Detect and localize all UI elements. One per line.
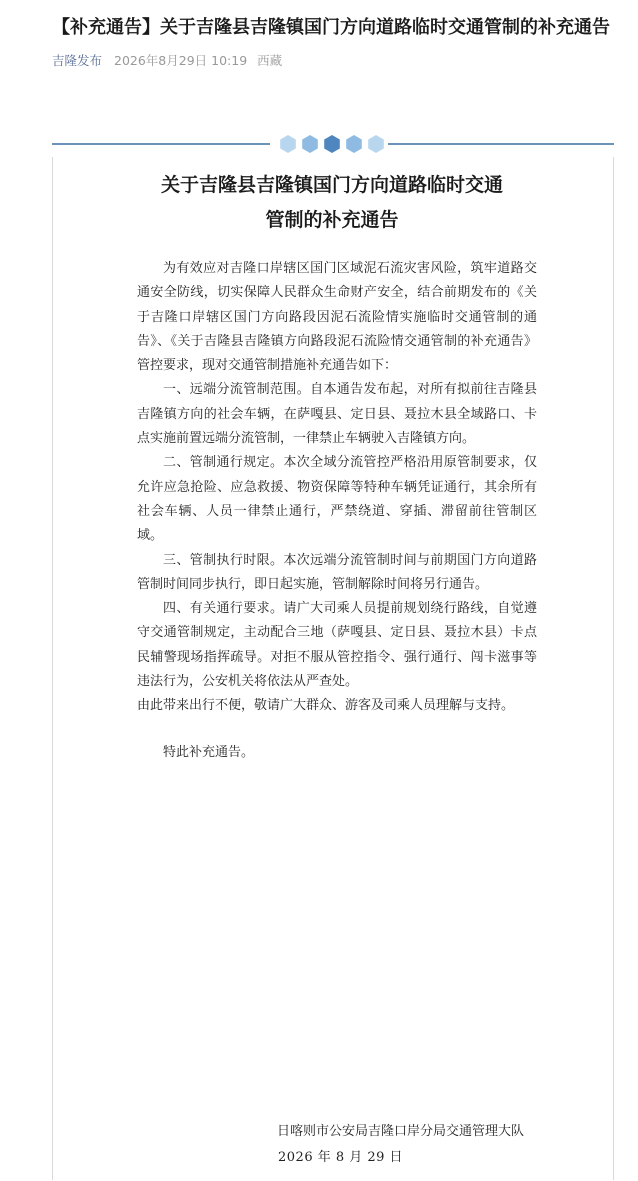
divider-line-left <box>52 143 270 145</box>
hexagon-dot-1 <box>280 135 296 153</box>
hexagon-dots-icon <box>278 134 388 154</box>
article-title: 【补充通告】关于吉隆县吉隆镇国门方向道路临时交通管制的补充通告 <box>52 17 610 38</box>
hexagon-dot-4 <box>346 135 362 153</box>
issuing-organization: 日喀则市公安局吉隆口岸分局交通管理大队 <box>276 1124 524 1139</box>
ending-line: 特此补充通告。 <box>163 744 255 760</box>
hexagon-dot-3 <box>324 135 340 153</box>
article-meta <box>52 53 622 69</box>
divider-line-right <box>388 143 614 145</box>
source-account-link[interactable]: 吉隆发布 <box>52 53 103 68</box>
body-paragraph-3: 三、管制执行时限。本次远端分流管制时间与前期国门方向道路管制时间同步执行，即日起实施，管制解除时间将另行通告。 <box>137 552 537 592</box>
document-title <box>52 168 612 238</box>
article-header <box>52 16 622 69</box>
document-title-line-2: 管制的补充通告 <box>265 209 399 231</box>
body-paragraph-4: 四、有关通行要求。请广大司乘人员提前规划绕行路线，自觉遵守交通管制规定，主动配合三地（萨嘎县、定日县、聂拉木县）卡点民辅警现场指挥疏导。对拒不服从管控指令、强行通行、闯卡滋事等违法行为，公安机关将依法从严查处。 <box>137 601 537 690</box>
body-paragraph-2: 二、管制通行规定。本次全域分流管控严格沿用原管制要求，仅允许应急抢险、应急救援、物资保障等特种车辆凭证通行，其余所有社会车辆、人员一律禁止通行，严禁绕道、穿插、滞留前往管制区域。 <box>137 455 537 544</box>
hexagon-dot-5 <box>368 135 384 153</box>
issue-date: 2026 年 8 月 29 日 <box>278 1150 404 1165</box>
document-body <box>137 257 537 765</box>
hexagon-dot-2 <box>302 135 318 153</box>
body-paragraph-1: 一、远端分流管制范围。自本通告发布起，对所有拟前往吉隆县吉隆镇方向的社会车辆，在萨嘎县、定日县、聂拉木县全域路口、卡点实施前置远端分流管制，一律禁止车辆驶入吉隆镇方向。 <box>137 382 537 447</box>
document-title-line-1: 关于吉隆县吉隆镇国门方向道路临时交通 <box>160 174 503 196</box>
publish-time: 2026年8月29日 10:19 <box>114 53 248 68</box>
decorative-divider <box>52 143 614 145</box>
body-paragraph-intro: 为有效应对吉隆口岸辖区国门区域泥石流灾害风险，筑牢道路交通安全防线，切实保障人民群众生命财产安全，结合前期发布的《关于吉隆口岸辖区国门方向路段因泥石流险情实施临时交通管制的通告》、《关于吉隆县吉隆镇方向路段泥石流险情交通管制的补充通告》管控要求，现对交通管制措施补充通告如下： <box>137 261 537 374</box>
closing-paragraph: 由此带来出行不便，敬请广大群众、游客及司乘人员理解与支持。 <box>137 698 515 714</box>
publish-location: 西藏 <box>257 53 283 68</box>
